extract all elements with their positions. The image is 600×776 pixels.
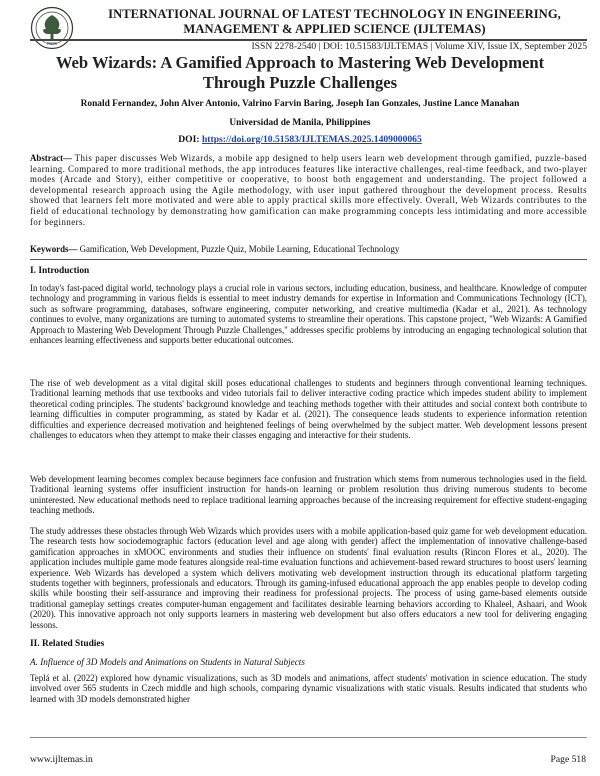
doi-link[interactable]: https://doi.org/10.51583/IJLTEMAS.2025.1409000065 — [201, 134, 422, 145]
related-subheading-a: A. Influence of 3D Models and Animations on Students in Natural Subjects — [30, 657, 305, 667]
doi-label: DOI: — [178, 134, 200, 145]
footer-site: www.ijltemas.in — [30, 754, 93, 765]
doi-line — [30, 134, 570, 146]
intro-paragraph-3: Web development learning becomes complex because beginners face confusion and frustration which stems from numerous technologies used in the field. Traditional learning systems offer insufficient instruction for hands-on learning or problem resolution thus driving numerous students to become uninterested. New educational methods need to replace traditional learning approaches because of the increasing requirement for effective student-engaging teaching methods. — [30, 474, 587, 516]
affiliation: Universidad de Manila, Philippines — [229, 118, 371, 128]
intro-heading: I. Introduction — [30, 266, 90, 276]
abstract-label: Abstract— — [30, 153, 72, 163]
abstract-text: This paper discusses Web Wizards, a mobile app designed to help users learn web development through gamified, puzzle-based learning. Compared to more traditional methods, the app introduces features like interactive challenges, real-time feedback, and two-player modes (Arcade and Story), either competitive or cooperative, to boost both engagement and understanding. The project followed a developmental research approach using the Agile methodology, with user input gathered throughout the development process. Results showed that learners felt more motivated and were able to apply practical skills more effectively. Overall, Web Wizards contributes to the field of educational technology by demonstrating how gamification can make programming concepts less intimidating and more accessible for beginners. — [30, 153, 587, 227]
intro-paragraph-4: The study addresses these obstacles through Web Wizards which provides users with a mobile application-based quiz game for web development education. The research tests how sociodemographic factors (education level and age along with gender) affect the implementation of innovative challenge-based gamification approaches in xMOOC environments and studies their influence on students' final evaluation results (Rincon Flores et al., 2020). The application includes multiple game mode features alongside real-time evaluation functions and achievement-based reward structures to boost users' learning experience. Web Wizards has developed a system which delivers motivating web development instruction through its educational platform targeting students together with beginners, professionals and educators. Through its gaming-infused educational approach the app enables people to develop coding skills while boosting their self-assurance and improving their readiness for professional projects. The process of using game-based elements outside traditional gameplay settings creates computer-human engagement and facilitates desirable learning behaviors according to Khaleel, Ashaari, and Wook (2020). This innovative approach not only supports learners in mastering web development but also offers educators a new tool for delivering engaging lessons. — [30, 526, 587, 630]
keywords-text: Gamification, Web Development, Puzzle Quiz, Mobile Learning, Educational Technology — [77, 244, 400, 254]
paper-title: Web Wizards: A Gamified Approach to Mastering Web Development Through Puzzle Challenges — [55, 53, 545, 92]
intro-paragraph-2: The rise of web development as a vital digital skill poses educational challenges to students and beginners through conventional learning techniques. Traditional learning methods that use textbooks and video tutorials fail to deliver interactive coding practice which impedes student ability to implement theoretical coding principles. The students' background knowledge and teaching methods together with their attitudes and social context both contribute to learning difficulties in computer programming, as stated by Kadar et al. (2021). The consequence leads students to experience information retention difficulties and experience decreased motivation and heightened feelings of being overwhelmed by the subject matter. Web development lessons present challenges to educators when they attempt to make their classes engaging and interactive for their students. — [30, 378, 587, 441]
keywords-label: Keywords— — [30, 244, 78, 254]
related-studies-heading: II. Related Studies — [30, 639, 105, 649]
logo-text: RSIS — [47, 41, 57, 46]
journal-title: INTERNATIONAL JOURNAL OF LATEST TECHNOLOGY IN ENGINEERING, MANAGEMENT & APPLIED SCIENCE (IJLTEMAS) — [108, 7, 561, 36]
intro-paragraph-1: In today's fast-paced digital world, technology plays a crucial role in various sectors, including education, business, and healthcare. Knowledge of computer technology and programming in various fields is essential to meet industry demands for expertise in Information and Communications Technology (ICT), such as software programming, databases, software engineering, computer networking, and creative multimedia (Kadar et al., 2021). As technology continues to evolve, many organizations are turning to automated systems to streamline their operations. This capstone project, "Web Wizards: A Gamified Approach to Mastering Web Development Through Puzzle Challenges," addresses specific problems by introducing an engaging technological solution that enhances learning effectiveness and supports better educational outcomes. — [30, 283, 587, 346]
author-list: Ronald Fernandez, John Alver Antonio, Valrino Farvin Baring, Joseph Ian Gonzales, Justine Lance Manahan — [80, 99, 520, 109]
keywords — [30, 244, 587, 254]
footer-page-number: Page 518 — [550, 754, 586, 765]
issn-line: ISSN 2278-2540 | DOI: 10.51583/IJLTEMAS | Volume XIV, Issue IX, September 2025 — [251, 41, 587, 52]
footer-divider — [30, 737, 587, 738]
abstract — [30, 153, 587, 227]
related-paragraph-1: Teplá et al. (2022) explored how dynamic visualizations, such as 3D models and animations, affect students' motivation in science education. The study involved over 565 students in Czech middle and high schools, comparing dynamic visualizations with static visuals. Results indicated that students who learned with 3D models demonstrated higher — [30, 673, 587, 704]
section-divider — [30, 259, 587, 260]
